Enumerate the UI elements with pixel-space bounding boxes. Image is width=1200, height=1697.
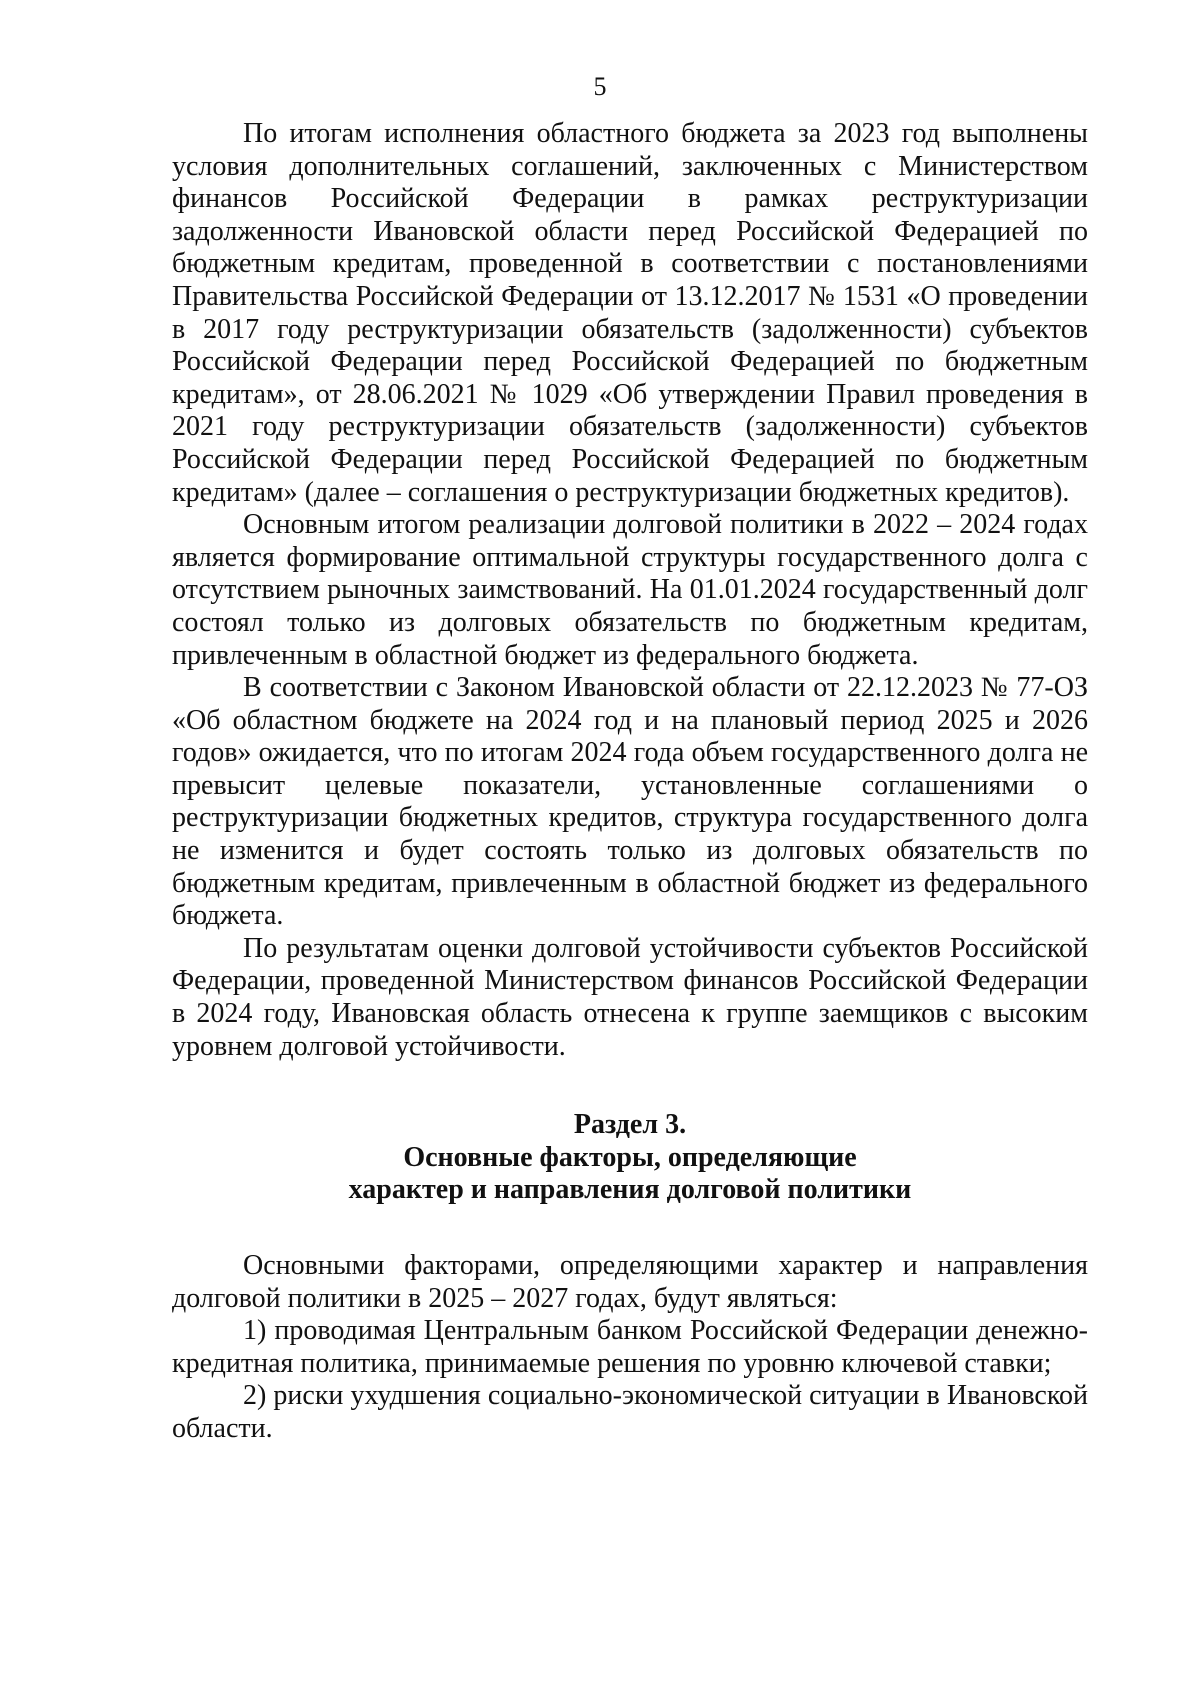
paragraph-factors-intro: Основными факторами, определяющими характер и направления долговой политики в 2025 – 2027 годах, будут являться: <box>172 1250 1088 1314</box>
paragraph-budget-execution: По итогам исполнения областного бюджета за 2023 год выполнены условия дополнительных соглашений, заключенных с Министерством финансов Российской Федерации в рамках реструктуризации задолженности Ивановской области перед Российской Федерацией по бюджетным кредитам, проведенной в соответствии с постановлениями Правительства Российской Федерации от 13.12.2017 № 1531 «О проведении в 2017 году реструктуризации обязательств (задолженности) субъектов Российской Федерации перед Российской Федерацией по бюджетным кредитам», от 28.06.2021 № 1029 «Об утверждении Правил проведения в 2021 году реструктуризации обязательств (задолженности) субъектов Российской Федерации перед Российской Федерацией по бюджетным кредитам» (далее – соглашения о реструктуризации бюджетных кредитов). <box>172 118 1088 508</box>
section-title-line-1: Основные факторы, определяющие <box>403 1141 857 1173</box>
paragraph-regional-law: В соответствии с Законом Ивановской области от 22.12.2023 № 77-ОЗ «Об областном бюджете на 2024 год и на плановый период 2025 и 2026 годов» ожидается, что по итогам 2024 года объем государственного долга не превысит целевые показатели, установленные соглашениями о реструктуризации бюджетных кредитов, структура государственного долга не изменится и будет состоять только из долговых обязательств по бюджетным кредитам, привлеченным в областной бюджет из федерального бюджета. <box>172 672 1088 932</box>
paragraph-debt-policy-result: Основным итогом реализации долговой политики в 2022 – 2024 годах является формирование оптимальной структуры государственного долга с отсутствием рыночных заимствований. На 01.01.2024 государственный долг состоял только из долговых обязательств по бюджетным кредитам, привлеченным в областной бюджет из федерального бюджета. <box>172 509 1088 671</box>
section-heading <box>172 1109 1088 1207</box>
document-body <box>172 118 1088 1446</box>
section-number: Раздел 3. <box>573 1109 687 1141</box>
list-item-factor-2: 2) риски ухудшения социально-экономической ситуации в Ивановской области. <box>172 1380 1088 1444</box>
list-item-factor-1: 1) проводимая Центральным банком Российской Федерации денежно-кредитная политика, принимаемые решения по уровню ключевой ставки; <box>172 1315 1088 1379</box>
paragraph-debt-sustainability: По результатам оценки долговой устойчивости субъектов Российской Федерации, проведенной Министерством финансов Российской Федерации в 2024 году, Ивановская область отнесена к группе заемщиков с высоким уровнем долговой устойчивости. <box>172 932 1088 1062</box>
section-title-line-2: характер и направления долговой политики <box>348 1174 912 1206</box>
page-number: 5 <box>593 72 607 101</box>
